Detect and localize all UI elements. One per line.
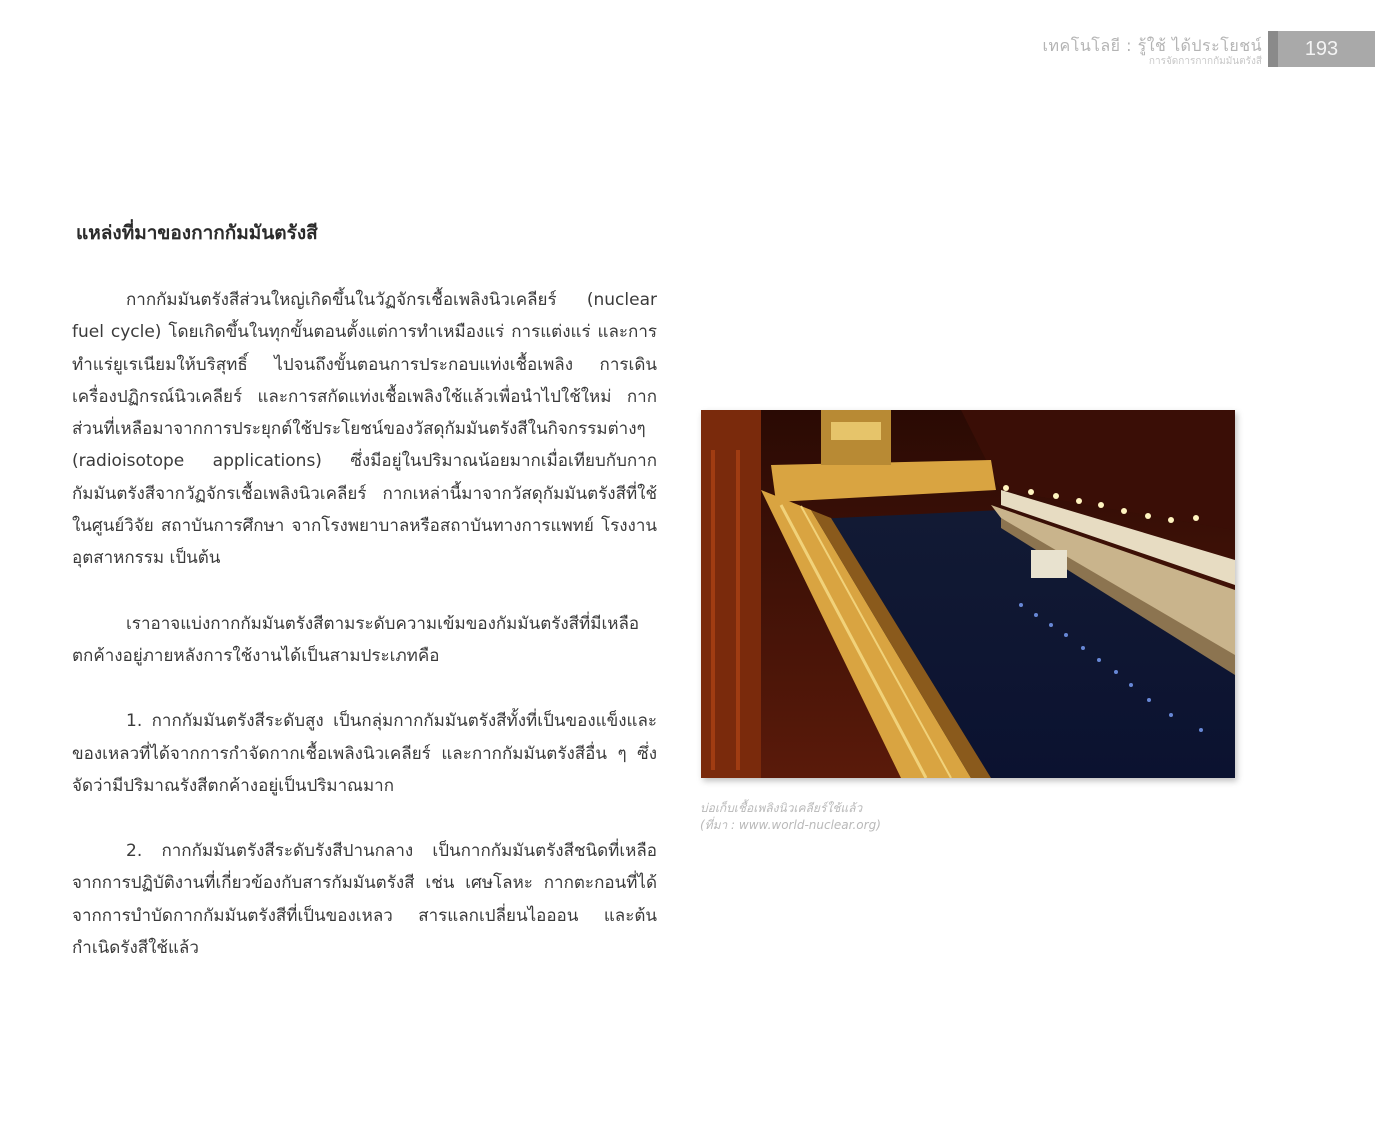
- page-number: 193: [1304, 37, 1339, 60]
- paragraph-high-level-waste: 1. กากกัมมันตรังสีระดับสูง เป็นกลุ่มกากกัมมันตรังสีทั้งที่เป็นของแข็งและของเหลวที่ได้จากการกำจัดกากเชื้อเพลิงนิวเคลียร์ และกากกัมมันตรังสีอื่น ๆ ซึ่งจัดว่ามีปริมาณรังสีตกค้างอยู่เป็นปริมาณมาก: [72, 711, 657, 796]
- spent-fuel-pool-photo: [701, 410, 1235, 778]
- figure-caption: [700, 800, 881, 834]
- running-header-subtitle: การจัดการกากกัมมันตรังสี: [1148, 56, 1262, 67]
- caption-title: บ่อเก็บเชื้อเพลิงนิวเคลียร์ใช้แล้ว: [700, 801, 863, 815]
- left-wall-structure: [701, 410, 761, 778]
- paragraph-classification: เราอาจแบ่งกากกัมมันตรังสีตามระดับความเข้มของกัมมันตรังสีที่มีเหลือตกค้างอยู่ภายหลังการใช้งานได้เป็นสามประเภทคือ: [72, 613, 640, 666]
- spent-fuel-pool-illustration: [701, 410, 1235, 778]
- section-heading: แหล่งที่มาของกากกัมมันตรังสี: [76, 222, 318, 244]
- service-cart: [1031, 550, 1067, 578]
- paragraph-intro: กากกัมมันตรังสีส่วนใหญ่เกิดขึ้นในวัฏจักรเชื้อเพลิงนิวเคลียร์ (nuclear fuel cycle) โดยเกิดขึ้นในทุกขั้นตอนตั้งแต่การทำเหมืองแร่ การแต่งแร่ และการทำแร่ยูเรเนียมให้บริสุทธิ์ ไปจนถึงขั้นตอนการประกอบแท่งเชื้อเพลิง การเดินเครื่องปฏิกรณ์นิวเคลียร์ และการสกัดแท่งเชื้อเพลิงใช้แล้วเพื่อนำไปใช้ใหม่ กากส่วนที่เหลือมาจากการประยุกต์ใช้ประโยชน์ของวัสดุกัมมันตรังสีในกิจกรรมต่างๆ (radioisotope applications) ซึ่งมีอยู่ในปริมาณน้อยมากเมื่อเทียบกับกากกัมมันตรังสีจากวัฏจักรเชื้อเพลิงนิวเคลียร์ กากเหล่านี้มาจากวัสดุกัมมันตรังสีที่ใช้ในศูนย์วิจัย สถาบันการศึกษา จากโรงพยาบาลหรือสถาบันทางการแพทย์ โรงงานอุตสาหกรรม เป็นต้น: [72, 290, 657, 569]
- paragraph-intermediate-level-waste: 2. กากกัมมันตรังสีระดับรังสีปานกลาง เป็นกากกัมมันตรังสีชนิดที่เหลือจากการปฏิบัติงานที่เกี่ยวข้องกับสารกัมมันตรังสี เช่น เศษโลหะ กากตะกอนที่ได้จากการบำบัดกากกัมมันตรังสีที่เป็นของเหลว สารแลกเปลี่ยนไอออน และต้นกำเนิดรังสีใช้แล้ว: [72, 841, 657, 959]
- caption-source: (ที่มา : www.world-nuclear.org): [700, 818, 881, 832]
- body-text: [72, 284, 657, 997]
- running-header-title: เทคโนโลยี : รู้ใช้ ได้ประโยชน์: [1042, 36, 1262, 55]
- page-number-box: [1268, 31, 1375, 67]
